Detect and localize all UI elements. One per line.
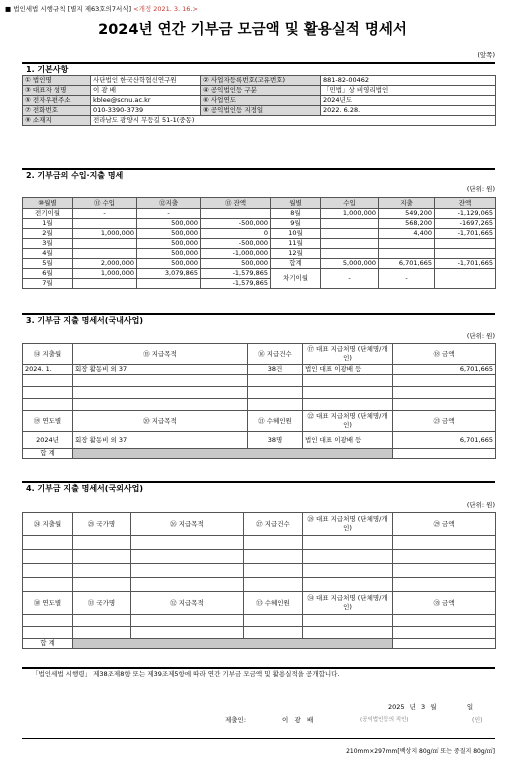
table-cell xyxy=(248,375,303,387)
table-cell xyxy=(303,387,393,399)
section3-unit: (단위: 원) xyxy=(466,332,495,340)
table-cell xyxy=(23,578,73,592)
table-cell xyxy=(23,399,73,411)
table-cell: 2024년 xyxy=(23,432,73,449)
table-cell: 38명 xyxy=(248,432,303,449)
column-header: 지출 xyxy=(379,198,435,209)
info-value: 이 광 배 xyxy=(91,86,201,96)
table-cell: 6,701,665 xyxy=(379,259,435,269)
table-cell: 500,000 xyxy=(201,259,271,269)
info-value: 전라남도 광양시 무등길 51-1(중동) xyxy=(91,116,496,126)
table-cell: 500,000 xyxy=(137,239,201,249)
table-cell xyxy=(73,615,131,627)
table-cell xyxy=(73,578,131,592)
info-label: ⑧ 공익법인등 지정일 xyxy=(201,106,321,116)
column-header: ⑬ 잔액 xyxy=(201,198,271,209)
total-label: 합 계 xyxy=(23,639,73,649)
table-cell xyxy=(393,536,496,550)
section2-heading: 2. 기부금의 수입·지출 명세 xyxy=(26,171,124,180)
table-cell: 법인 대표 이광배 등 xyxy=(303,365,393,375)
table-cell xyxy=(393,564,496,578)
table-cell: 전기이월 xyxy=(23,209,73,219)
section1-heading: 1. 기본사항 xyxy=(26,65,69,74)
table-row xyxy=(23,259,496,269)
table-cell xyxy=(73,375,248,387)
table-cell: 6,701,665 xyxy=(393,432,496,449)
table-cell xyxy=(303,627,393,639)
table-row xyxy=(23,365,496,375)
table-cell xyxy=(23,536,73,550)
info-value: kblee@scnu.ac.kr xyxy=(91,96,201,106)
table-row xyxy=(23,76,496,86)
column-header: ⑳ 지급목적 xyxy=(73,411,248,432)
table-cell: 500,000 xyxy=(137,259,201,269)
column-header: 잔액 xyxy=(435,198,496,209)
table-cell: -500,000 xyxy=(201,239,271,249)
info-label: ③ 대표자 성명 xyxy=(23,86,91,96)
table-row xyxy=(23,106,496,116)
table-row xyxy=(23,615,496,627)
table-cell xyxy=(435,239,496,249)
section4-heading: 4. 기부금 지출 명세서(국외사업) xyxy=(26,484,144,493)
table-cell: 549,200 xyxy=(379,209,435,219)
info-value: 2022. 6.28. xyxy=(321,106,496,116)
table-cell: 1,000,000 xyxy=(73,229,137,239)
table-cell: 4,400 xyxy=(379,229,435,239)
total-label: 합 계 xyxy=(23,449,73,459)
date-year-unit: 년 xyxy=(409,703,416,711)
domestic-expense-table xyxy=(22,343,496,459)
table-cell: 5,000,000 xyxy=(321,259,379,269)
info-label: ⑥ 사업연도 xyxy=(201,96,321,106)
column-header: ㉓ 금액 xyxy=(393,411,496,432)
table-row xyxy=(23,198,496,209)
table-cell: -1,000,000 xyxy=(201,249,271,259)
table-cell xyxy=(393,449,496,459)
table-cell xyxy=(303,550,393,564)
table-cell: 7월 xyxy=(23,279,73,289)
basic-info-table xyxy=(22,75,496,126)
column-header: ㉗ 지급건수 xyxy=(244,513,303,536)
table-cell: - xyxy=(379,269,435,289)
info-label: ⑤ 전자우편주소 xyxy=(23,96,91,106)
date-month: 3 xyxy=(420,703,426,711)
table-row xyxy=(23,550,496,564)
column-header: ⑩월별 xyxy=(23,198,73,209)
table-cell xyxy=(393,578,496,592)
table-cell xyxy=(73,279,137,289)
page-title: 2024년 연간 기부금 모금액 및 활용실적 명세서 xyxy=(98,22,407,38)
table-cell xyxy=(303,399,393,411)
info-value: 사단법인 한국산학협신연구원 xyxy=(91,76,201,86)
column-header: ⑯ 지급건수 xyxy=(248,344,303,365)
table-cell: -1,701,665 xyxy=(435,259,496,269)
table-cell xyxy=(248,387,303,399)
table-cell: 500,000 xyxy=(137,229,201,239)
table-cell: 합계 xyxy=(271,259,321,269)
table-cell xyxy=(321,229,379,239)
table-cell xyxy=(379,239,435,249)
table-cell xyxy=(393,615,496,627)
table-cell xyxy=(321,239,379,249)
table-cell: 10월 xyxy=(271,229,321,239)
table-row xyxy=(23,209,496,219)
table-cell xyxy=(131,615,244,627)
table-row xyxy=(23,229,496,239)
table-cell xyxy=(73,219,137,229)
table-cell xyxy=(73,627,131,639)
info-label: ⑦ 전화번호 xyxy=(23,106,91,116)
disclosure-statement: 「법인세법 시행령」 제38조제8항 또는 제39조제5항에 따라 연간 기부금 모금액 및 활용실적을 공개합니다. xyxy=(32,670,340,678)
column-header: ⑰ 대표 지급처명 (단체명/개인) xyxy=(303,344,393,365)
table-cell: 차기이월 xyxy=(271,269,321,289)
column-header: ㉒ 대표 지급처명 (단체명/개인) xyxy=(303,411,393,432)
table-cell xyxy=(244,627,303,639)
table-cell: 500,000 xyxy=(137,219,201,229)
table-cell: 1월 xyxy=(23,219,73,229)
info-label: ② 사업자등록번호(고유번호) xyxy=(201,76,321,86)
table-cell: 6월 xyxy=(23,269,73,279)
column-header: ㉟ 금액 xyxy=(393,592,496,615)
table-cell: -1,129,065 xyxy=(435,209,496,219)
table-row xyxy=(23,564,496,578)
table-cell: 2,000,000 xyxy=(73,259,137,269)
table-cell: - xyxy=(137,209,201,219)
table-row xyxy=(23,344,496,365)
table-cell: 회장 활동비 외 37 xyxy=(73,365,248,375)
form-header-prefix: ■ 법인세법 시행규칙 [별지 제63호의7서식] xyxy=(5,5,132,13)
date-year: 2025 xyxy=(388,703,405,711)
table-row xyxy=(23,432,496,449)
table-cell xyxy=(393,387,496,399)
table-cell: 1,000,000 xyxy=(73,269,137,279)
table-cell: 6,701,665 xyxy=(393,365,496,375)
table-cell xyxy=(23,375,73,387)
table-cell xyxy=(435,249,496,259)
submitter-label: 제출인: xyxy=(225,716,247,724)
table-row xyxy=(23,449,496,459)
table-cell: -1,579,865 xyxy=(201,269,271,279)
column-header: ㉞ 대표 지급처명 (단체명/개인) xyxy=(303,592,393,615)
paper-spec: 210mm×297mm[백상지 80g/㎡ 또는 중질지 80g/㎡] xyxy=(346,748,495,755)
table-cell xyxy=(23,550,73,564)
table-cell xyxy=(303,375,393,387)
table-cell xyxy=(303,564,393,578)
table-cell xyxy=(303,536,393,550)
table-cell xyxy=(23,387,73,399)
info-value: 881-82-00462 xyxy=(321,76,496,86)
table-cell xyxy=(248,399,303,411)
table-cell xyxy=(393,639,496,649)
table-row xyxy=(23,578,496,592)
table-cell xyxy=(73,449,393,459)
table-cell: 2월 xyxy=(23,229,73,239)
table-cell xyxy=(73,639,393,649)
table-cell: 9월 xyxy=(271,219,321,229)
column-header: ㉕ 국가명 xyxy=(73,513,131,536)
overseas-expense-table xyxy=(22,512,496,649)
table-cell xyxy=(435,269,496,289)
table-row xyxy=(23,627,496,639)
table-cell: 38건 xyxy=(248,365,303,375)
info-value: 010-3390-3739 xyxy=(91,106,201,116)
table-cell xyxy=(23,627,73,639)
table-cell xyxy=(201,209,271,219)
table-cell xyxy=(244,550,303,564)
table-cell: - xyxy=(321,269,379,289)
form-header xyxy=(5,4,198,13)
table-cell xyxy=(137,279,201,289)
table-cell xyxy=(131,550,244,564)
table-cell: 3월 xyxy=(23,239,73,249)
table-cell xyxy=(73,239,137,249)
info-label: ① 법인명 xyxy=(23,76,91,86)
column-header: ㉑ 수혜인원 xyxy=(248,411,303,432)
table-row xyxy=(23,249,496,259)
table-row xyxy=(23,239,496,249)
column-header: ㉘ 대표 지급처명 (단체명/개인) xyxy=(303,513,393,536)
income-expense-table xyxy=(22,197,496,289)
submitter-role: (공익법인등의 직인) xyxy=(360,717,409,723)
submission-date xyxy=(388,702,473,711)
table-cell: 0 xyxy=(201,229,271,239)
table-cell: 500,000 xyxy=(137,249,201,259)
column-header: ⑫지출 xyxy=(137,198,201,209)
table-cell xyxy=(73,249,137,259)
table-cell xyxy=(244,578,303,592)
table-row xyxy=(23,116,496,126)
info-label: ⑨ 소재지 xyxy=(23,116,91,126)
table-cell: 8월 xyxy=(271,209,321,219)
column-header: ⑮ 지급목적 xyxy=(73,344,248,365)
table-cell: 2024. 1. xyxy=(23,365,73,375)
table-row xyxy=(23,639,496,649)
column-header: 월별 xyxy=(271,198,321,209)
column-header: ㉙ 금액 xyxy=(393,513,496,536)
table-cell: 11월 xyxy=(271,239,321,249)
table-row xyxy=(23,375,496,387)
table-cell xyxy=(393,550,496,564)
table-cell xyxy=(73,550,131,564)
form-revision: <개정 2021. 3. 16.> xyxy=(133,5,198,13)
table-row xyxy=(23,387,496,399)
table-row xyxy=(23,592,496,615)
column-header: ⑪ 수입 xyxy=(73,198,137,209)
section3-heading: 3. 기부금 지출 명세서(국내사업) xyxy=(26,316,144,325)
column-header: ㉔ 지출월 xyxy=(23,513,73,536)
column-header: ⑭ 지출월 xyxy=(23,344,73,365)
table-cell xyxy=(321,219,379,229)
table-row xyxy=(23,536,496,550)
table-cell xyxy=(131,564,244,578)
section2-unit: (단위: 원) xyxy=(466,185,495,193)
table-cell: 회장 활동비 외 37 xyxy=(73,432,248,449)
info-value: 2024년도 xyxy=(321,96,496,106)
table-row xyxy=(23,513,496,536)
info-label: ④ 공익법인등 구분 xyxy=(201,86,321,96)
table-cell xyxy=(73,564,131,578)
table-cell xyxy=(303,578,393,592)
table-row xyxy=(23,269,496,279)
table-cell xyxy=(131,578,244,592)
table-cell: 4월 xyxy=(23,249,73,259)
column-header: ㉜ 지급목적 xyxy=(131,592,244,615)
table-cell: 1,000,000 xyxy=(321,209,379,219)
table-cell xyxy=(393,399,496,411)
table-cell: - xyxy=(73,209,137,219)
table-cell xyxy=(23,615,73,627)
table-cell: 법인 대표 이광배 등 xyxy=(303,432,393,449)
table-cell xyxy=(131,627,244,639)
table-cell: 3,079,865 xyxy=(137,269,201,279)
table-cell xyxy=(244,615,303,627)
table-row xyxy=(23,219,496,229)
table-cell xyxy=(73,387,248,399)
table-cell xyxy=(244,564,303,578)
table-cell: -1,579,865 xyxy=(201,279,271,289)
table-cell xyxy=(393,627,496,639)
table-cell: -1,701,665 xyxy=(435,229,496,239)
table-cell xyxy=(23,564,73,578)
column-header: ㉛ 국가명 xyxy=(73,592,131,615)
section4-unit: (단위: 원) xyxy=(466,501,495,509)
table-cell: 5월 xyxy=(23,259,73,269)
table-row xyxy=(23,86,496,96)
table-row xyxy=(23,96,496,106)
table-cell xyxy=(321,249,379,259)
column-header: ㉖ 지급목적 xyxy=(131,513,244,536)
column-header: 수입 xyxy=(321,198,379,209)
table-cell xyxy=(379,249,435,259)
column-header: ⑲ 연도별 xyxy=(23,411,73,432)
table-row xyxy=(23,411,496,432)
table-cell xyxy=(131,536,244,550)
column-header: ㉚ 연도별 xyxy=(23,592,73,615)
table-cell xyxy=(244,536,303,550)
table-cell xyxy=(73,399,248,411)
info-value: 「민법」상 비영리법인 xyxy=(321,86,496,96)
seal-mark: (인) xyxy=(472,717,483,724)
submitter-name: 이 광 배 xyxy=(282,716,314,724)
date-day-unit: 일 xyxy=(466,703,474,711)
table-cell: 12월 xyxy=(271,249,321,259)
table-cell: -1697,265 xyxy=(435,219,496,229)
date-month-unit: 월 xyxy=(430,703,437,711)
table-cell: 568,200 xyxy=(379,219,435,229)
column-header: ㉝ 수혜인원 xyxy=(244,592,303,615)
table-cell xyxy=(303,615,393,627)
table-row xyxy=(23,399,496,411)
table-cell: -500,000 xyxy=(201,219,271,229)
table-cell xyxy=(73,536,131,550)
table-cell xyxy=(393,375,496,387)
column-header: ⑱ 금액 xyxy=(393,344,496,365)
page-note: (앞쪽) xyxy=(477,51,495,59)
